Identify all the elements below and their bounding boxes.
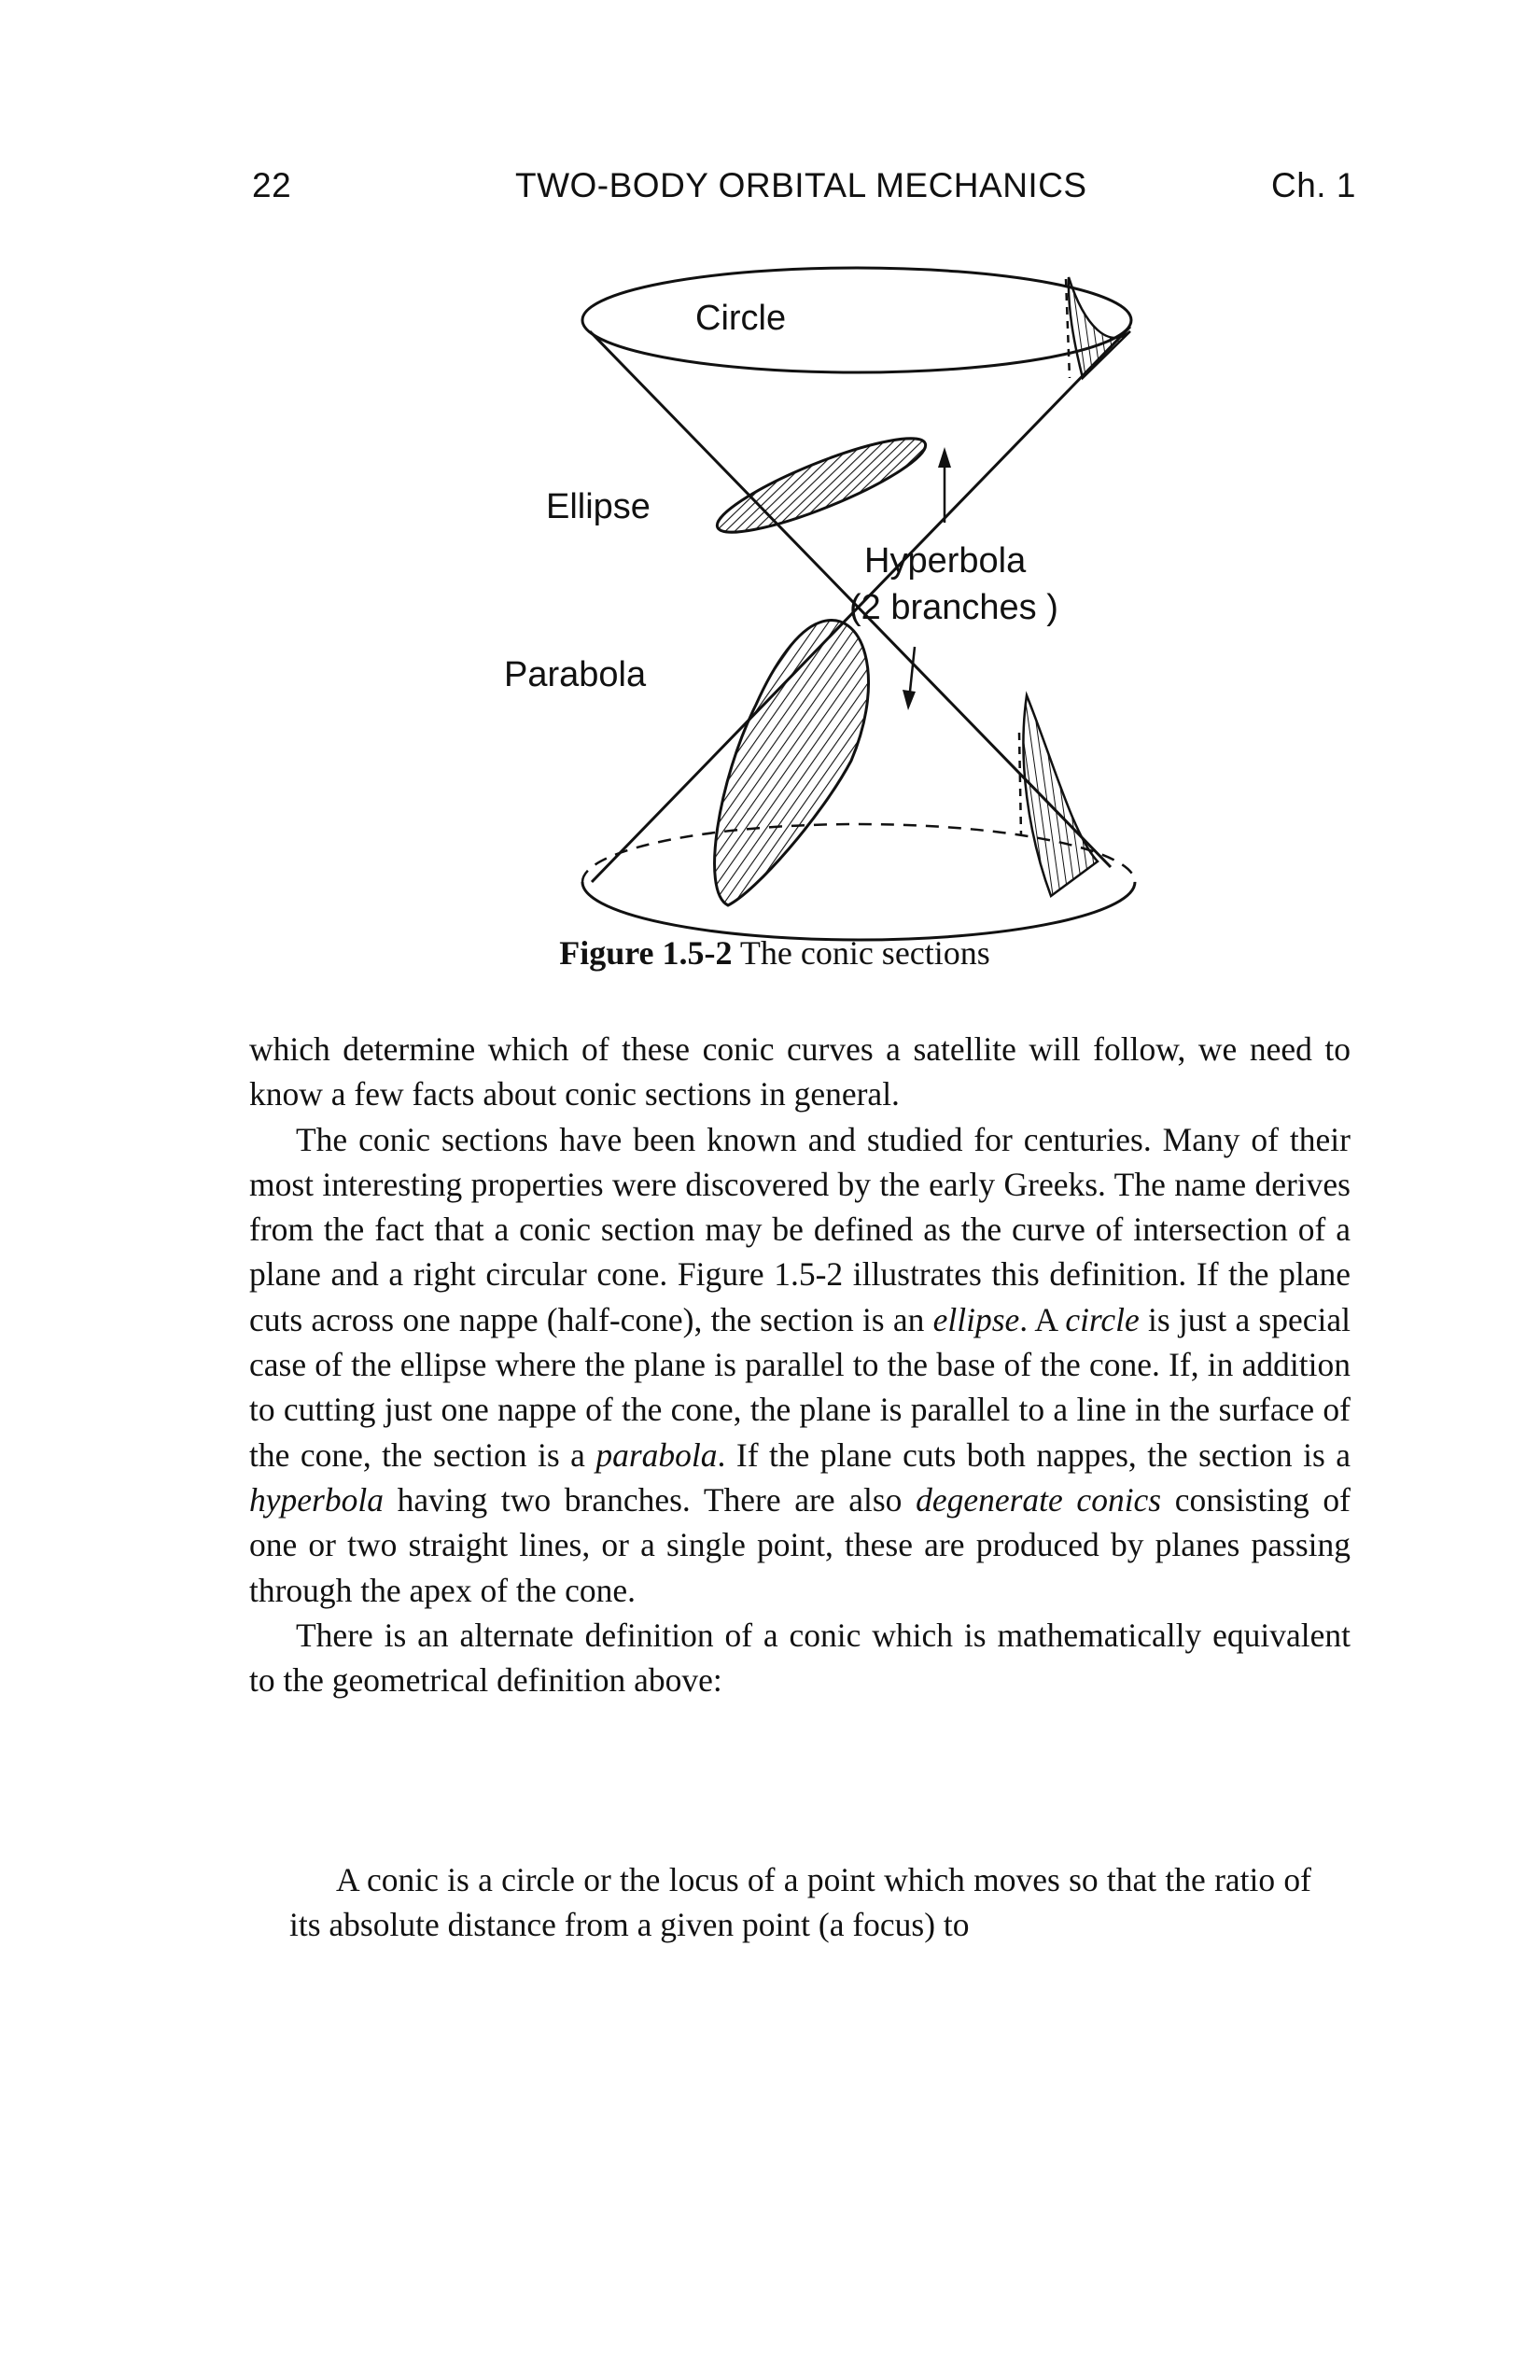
parabola-section bbox=[715, 621, 869, 905]
definition-text: A conic is a circle or the locus of a point which moves so that the ratio of its absolute distance from a given point (a focus) to bbox=[289, 1861, 1311, 1943]
body-text bbox=[249, 1027, 1351, 1702]
double-cone-diagram bbox=[504, 238, 1195, 929]
term-hyperbola: hyperbola bbox=[249, 1480, 384, 1519]
hyperbola-label: Hyperbola bbox=[864, 541, 1027, 581]
ellipse-label: Ellipse bbox=[546, 487, 651, 526]
definition-quote bbox=[289, 1857, 1311, 1947]
figure-caption-label: Figure 1.5-2 bbox=[559, 934, 733, 972]
ellipse-section bbox=[709, 423, 934, 548]
parabola-label: Parabola bbox=[504, 655, 647, 694]
hyperbola-lower-dash bbox=[1019, 733, 1021, 835]
hyperbola-branches-label: (2 branches ) bbox=[849, 588, 1058, 627]
paragraph-1: which determine which of these conic curves a satellite will follow, we need to know a few facts about conic sections in general. bbox=[249, 1030, 1351, 1113]
conic-sections-figure bbox=[504, 238, 1195, 929]
term-circle: circle bbox=[1065, 1300, 1140, 1338]
running-header bbox=[0, 159, 1540, 215]
top-cone-rim bbox=[582, 268, 1131, 372]
page-number: 22 bbox=[252, 166, 292, 204]
paragraph-3: There is an alternate definition of a conic which is mathematically equivalent to the geometrical definition above: bbox=[249, 1616, 1351, 1700]
chapter-label: Ch. 1 bbox=[1271, 166, 1356, 204]
arrow-down-icon bbox=[903, 690, 916, 710]
figure-caption bbox=[0, 933, 1540, 973]
circle-label: Circle bbox=[695, 299, 787, 338]
paragraph-2-part-6: consisting of one or two straight lines, or a single point, these are produced by planes passing through the apex of the cone. bbox=[249, 1480, 1351, 1609]
term-degenerate-conics: degenerate conics bbox=[916, 1480, 1162, 1519]
arrow-up-icon bbox=[938, 447, 951, 468]
paragraph-2-part-5: having two branches. There are also bbox=[383, 1480, 917, 1519]
paragraph-2-part-4: . If the plane cuts both nappes, the section is a bbox=[717, 1435, 1351, 1474]
paragraph-2 bbox=[249, 1117, 1351, 1613]
term-ellipse: ellipse bbox=[932, 1300, 1020, 1338]
hyperbola-lower-branch bbox=[1023, 695, 1098, 896]
paragraph-2-part-2: . A bbox=[1019, 1300, 1066, 1338]
running-title: TWO-BODY ORBITAL MECHANICS bbox=[515, 166, 1087, 204]
paragraph-2-part-3: is just a special case of the ellipse where the plane is parallel to the base of the cone. If, in addition to cutting just one nappe of the cone, the plane is parallel to a line in the surface of the cone, the section is a bbox=[249, 1300, 1351, 1474]
paragraph-2-part-1: The conic sections have been known and studied for centuries. Many of their most interesting properties were discovered by the early Greeks. The name derives from the fact that a conic section may be defined as the curve of intersection of a plane and a right circular cone. Figure 1.5-2 illustrates this definition. If the plane cuts across one nappe (half-cone), the section is an bbox=[249, 1120, 1351, 1338]
hyperbola-upper-branch bbox=[1069, 277, 1130, 378]
term-parabola: parabola bbox=[595, 1435, 718, 1474]
figure-caption-text: The conic sections bbox=[739, 934, 990, 972]
